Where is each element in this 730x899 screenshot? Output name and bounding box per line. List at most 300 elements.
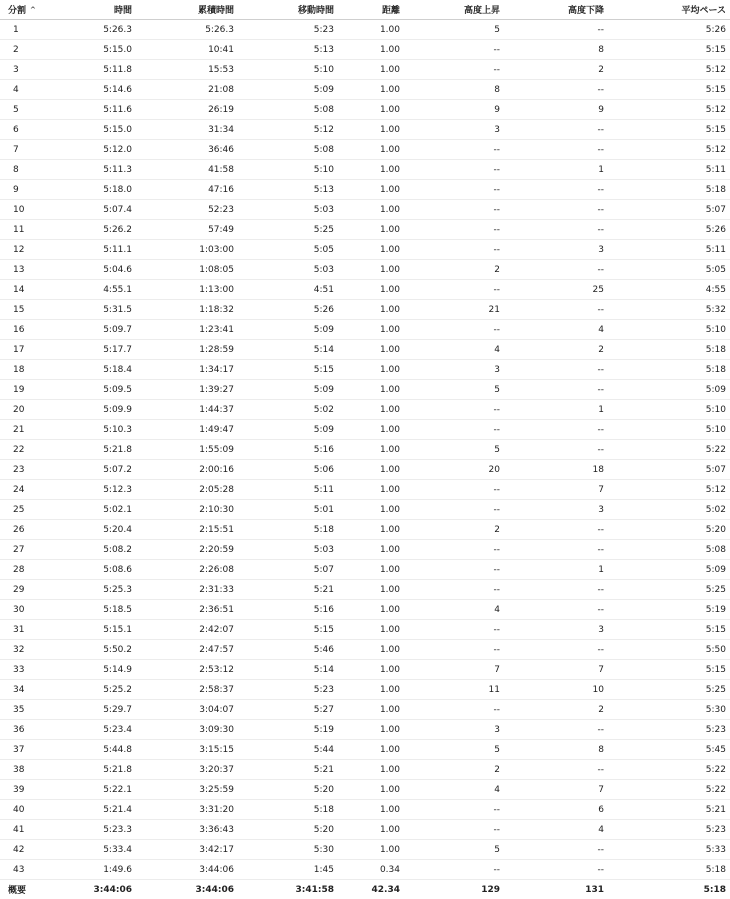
distance: 1.00: [338, 560, 404, 580]
elevation-gain: --: [404, 820, 504, 840]
split-time: 5:23.4: [46, 720, 136, 740]
elevation-loss: 1: [504, 160, 608, 180]
table-row[interactable]: [0, 80, 730, 100]
table-row[interactable]: [0, 220, 730, 240]
avg-pace: 5:23: [608, 720, 730, 740]
splits-body: [0, 20, 730, 880]
split-number: 34: [0, 680, 46, 700]
cumulative-time: 2:10:30: [136, 500, 238, 520]
split-time: 5:12.0: [46, 140, 136, 160]
distance: 1.00: [338, 540, 404, 560]
cumulative-time: 31:34: [136, 120, 238, 140]
split-number: 41: [0, 820, 46, 840]
elevation-gain: 4: [404, 340, 504, 360]
distance: 1.00: [338, 40, 404, 60]
elevation-loss: --: [504, 180, 608, 200]
cumulative-time: 1:13:00: [136, 280, 238, 300]
split-number: 28: [0, 560, 46, 580]
elevation-loss: --: [504, 580, 608, 600]
col-header-avg-pace[interactable]: 平均ペース: [608, 0, 730, 20]
elevation-loss: 1: [504, 560, 608, 580]
avg-pace: 5:10: [608, 420, 730, 440]
table-row[interactable]: [0, 640, 730, 660]
elevation-loss: 7: [504, 480, 608, 500]
table-row[interactable]: [0, 860, 730, 880]
elevation-loss: --: [504, 380, 608, 400]
table-row[interactable]: [0, 100, 730, 120]
split-number: 31: [0, 620, 46, 640]
avg-pace: 5:09: [608, 380, 730, 400]
elevation-gain: --: [404, 580, 504, 600]
moving-time: 5:08: [238, 140, 338, 160]
elevation-gain: 7: [404, 660, 504, 680]
elevation-loss: 4: [504, 820, 608, 840]
split-number: 9: [0, 180, 46, 200]
split-time: 4:55.1: [46, 280, 136, 300]
elevation-gain: 3: [404, 120, 504, 140]
table-row[interactable]: [0, 740, 730, 760]
cumulative-time: 2:53:12: [136, 660, 238, 680]
distance: 1.00: [338, 440, 404, 460]
moving-time: 5:05: [238, 240, 338, 260]
elevation-loss: 2: [504, 60, 608, 80]
split-number: 23: [0, 460, 46, 480]
table-row[interactable]: [0, 460, 730, 480]
moving-time: 5:12: [238, 120, 338, 140]
table-row[interactable]: [0, 20, 730, 40]
split-number: 6: [0, 120, 46, 140]
moving-time: 5:23: [238, 20, 338, 40]
distance: 1.00: [338, 300, 404, 320]
moving-time: 1:45: [238, 860, 338, 880]
elevation-gain: 5: [404, 740, 504, 760]
avg-pace: 5:22: [608, 440, 730, 460]
split-time: 5:33.4: [46, 840, 136, 860]
elevation-loss: 10: [504, 680, 608, 700]
moving-time: 5:44: [238, 740, 338, 760]
moving-time: 5:25: [238, 220, 338, 240]
moving-time: 5:14: [238, 660, 338, 680]
split-time: 5:15.1: [46, 620, 136, 640]
cumulative-time: 2:00:16: [136, 460, 238, 480]
col-header-moving-time[interactable]: 移動時間: [238, 0, 338, 20]
split-number: 38: [0, 760, 46, 780]
table-row[interactable]: [0, 360, 730, 380]
elevation-loss: 8: [504, 40, 608, 60]
split-time: 5:12.3: [46, 480, 136, 500]
table-header-row: [0, 0, 730, 20]
split-number: 26: [0, 520, 46, 540]
moving-time: 5:14: [238, 340, 338, 360]
distance: 1.00: [338, 340, 404, 360]
table-row[interactable]: [0, 680, 730, 700]
elevation-gain: --: [404, 140, 504, 160]
elevation-gain: 21: [404, 300, 504, 320]
distance: 1.00: [338, 840, 404, 860]
split-number: 37: [0, 740, 46, 760]
sort-ascending-icon[interactable]: ^: [30, 6, 36, 14]
split-number: 22: [0, 440, 46, 460]
cumulative-time: 3:09:30: [136, 720, 238, 740]
distance: 1.00: [338, 780, 404, 800]
avg-pace: 5:12: [608, 480, 730, 500]
distance: 1.00: [338, 760, 404, 780]
avg-pace: 5:15: [608, 40, 730, 60]
elevation-gain: 3: [404, 360, 504, 380]
elevation-loss: 25: [504, 280, 608, 300]
distance: 1.00: [338, 260, 404, 280]
cumulative-time: 2:31:33: [136, 580, 238, 600]
avg-pace: 5:18: [608, 860, 730, 880]
elevation-loss: 4: [504, 320, 608, 340]
col-header-elevation-loss[interactable]: 高度下降: [504, 0, 608, 20]
avg-pace: 5:10: [608, 320, 730, 340]
moving-time: 5:02: [238, 400, 338, 420]
moving-time: 5:30: [238, 840, 338, 860]
elevation-loss: --: [504, 720, 608, 740]
elevation-loss: --: [504, 640, 608, 660]
cumulative-time: 36:46: [136, 140, 238, 160]
split-number: 27: [0, 540, 46, 560]
elevation-gain: 5: [404, 440, 504, 460]
avg-pace: 5:23: [608, 820, 730, 840]
split-number: 36: [0, 720, 46, 740]
moving-time: 5:13: [238, 40, 338, 60]
moving-time: 5:18: [238, 800, 338, 820]
avg-pace: 5:30: [608, 700, 730, 720]
moving-time: 5:10: [238, 160, 338, 180]
split-time: 5:02.1: [46, 500, 136, 520]
distance: 1.00: [338, 20, 404, 40]
distance: 1.00: [338, 420, 404, 440]
avg-pace: 5:18: [608, 340, 730, 360]
elevation-gain: --: [404, 400, 504, 420]
cumulative-time: 3:25:59: [136, 780, 238, 800]
distance: 1.00: [338, 100, 404, 120]
split-number: 15: [0, 300, 46, 320]
elevation-gain: --: [404, 860, 504, 880]
elevation-loss: --: [504, 300, 608, 320]
table-row[interactable]: [0, 260, 730, 280]
split-number: 8: [0, 160, 46, 180]
cumulative-time: 1:34:17: [136, 360, 238, 380]
table-row[interactable]: [0, 600, 730, 620]
elevation-loss: --: [504, 120, 608, 140]
cumulative-time: 52:23: [136, 200, 238, 220]
table-row[interactable]: [0, 160, 730, 180]
table-row[interactable]: [0, 480, 730, 500]
table-row[interactable]: [0, 120, 730, 140]
split-number: 43: [0, 860, 46, 880]
elevation-gain: 3: [404, 720, 504, 740]
split-time: 5:26.3: [46, 20, 136, 40]
col-header-time[interactable]: 時間: [46, 0, 136, 20]
table-row[interactable]: [0, 320, 730, 340]
summary-label: 概要: [0, 880, 46, 899]
table-row[interactable]: [0, 560, 730, 580]
table-row[interactable]: [0, 400, 730, 420]
split-time: 5:14.9: [46, 660, 136, 680]
split-time: 5:07.2: [46, 460, 136, 480]
split-number: 4: [0, 80, 46, 100]
table-row[interactable]: [0, 760, 730, 780]
elevation-loss: 2: [504, 700, 608, 720]
cumulative-time: 3:20:37: [136, 760, 238, 780]
elevation-loss: 7: [504, 780, 608, 800]
elevation-loss: --: [504, 440, 608, 460]
split-number: 13: [0, 260, 46, 280]
table-row[interactable]: [0, 700, 730, 720]
split-time: 5:25.2: [46, 680, 136, 700]
elevation-gain: --: [404, 60, 504, 80]
elevation-loss: --: [504, 520, 608, 540]
elevation-gain: --: [404, 180, 504, 200]
table-row[interactable]: [0, 420, 730, 440]
avg-pace: 5:18: [608, 360, 730, 380]
distance: 1.00: [338, 360, 404, 380]
elevation-loss: --: [504, 420, 608, 440]
split-time: 5:18.5: [46, 600, 136, 620]
distance: 1.00: [338, 60, 404, 80]
avg-pace: 5:18: [608, 180, 730, 200]
summary-elevation-loss: 131: [504, 880, 608, 899]
split-time: 5:09.7: [46, 320, 136, 340]
split-number: 24: [0, 480, 46, 500]
cumulative-time: 21:08: [136, 80, 238, 100]
elevation-gain: 20: [404, 460, 504, 480]
cumulative-time: 47:16: [136, 180, 238, 200]
split-time: 5:08.2: [46, 540, 136, 560]
table-row[interactable]: [0, 380, 730, 400]
cumulative-time: 1:18:32: [136, 300, 238, 320]
table-row[interactable]: [0, 280, 730, 300]
elevation-gain: 9: [404, 100, 504, 120]
avg-pace: 5:25: [608, 580, 730, 600]
moving-time: 5:21: [238, 760, 338, 780]
col-header-elevation-gain[interactable]: 高度上昇: [404, 0, 504, 20]
table-row[interactable]: [0, 140, 730, 160]
table-row[interactable]: [0, 40, 730, 60]
table-row[interactable]: [0, 340, 730, 360]
table-row[interactable]: [0, 520, 730, 540]
cumulative-time: 2:36:51: [136, 600, 238, 620]
distance: 1.00: [338, 700, 404, 720]
split-time: 5:29.7: [46, 700, 136, 720]
distance: 1.00: [338, 500, 404, 520]
split-time: 5:11.6: [46, 100, 136, 120]
avg-pace: 5:15: [608, 120, 730, 140]
cumulative-time: 1:03:00: [136, 240, 238, 260]
moving-time: 5:23: [238, 680, 338, 700]
split-time: 5:09.9: [46, 400, 136, 420]
distance: 1.00: [338, 120, 404, 140]
summary-time: 3:44:06: [46, 880, 136, 899]
split-time: 5:15.0: [46, 120, 136, 140]
split-number: 42: [0, 840, 46, 860]
elevation-loss: --: [504, 860, 608, 880]
elevation-loss: --: [504, 360, 608, 380]
distance: 1.00: [338, 600, 404, 620]
avg-pace: 5:05: [608, 260, 730, 280]
distance: 1.00: [338, 720, 404, 740]
distance: 0.34: [338, 860, 404, 880]
distance: 1.00: [338, 740, 404, 760]
cumulative-time: 1:39:27: [136, 380, 238, 400]
table-row[interactable]: [0, 500, 730, 520]
distance: 1.00: [338, 520, 404, 540]
cumulative-time: 3:36:43: [136, 820, 238, 840]
moving-time: 5:09: [238, 320, 338, 340]
avg-pace: 5:09: [608, 560, 730, 580]
table-row[interactable]: [0, 240, 730, 260]
moving-time: 5:46: [238, 640, 338, 660]
table-row[interactable]: [0, 60, 730, 80]
col-header-distance[interactable]: 距離: [338, 0, 404, 20]
distance: 1.00: [338, 800, 404, 820]
distance: 1.00: [338, 320, 404, 340]
distance: 1.00: [338, 80, 404, 100]
col-header-cumulative-time[interactable]: 累積時間: [136, 0, 238, 20]
distance: 1.00: [338, 240, 404, 260]
table-row[interactable]: [0, 300, 730, 320]
moving-time: 5:08: [238, 100, 338, 120]
table-row[interactable]: [0, 620, 730, 640]
split-time: 5:23.3: [46, 820, 136, 840]
elevation-gain: 2: [404, 760, 504, 780]
distance: 1.00: [338, 460, 404, 480]
table-row[interactable]: [0, 720, 730, 740]
split-time: 5:11.1: [46, 240, 136, 260]
split-number: 16: [0, 320, 46, 340]
cumulative-time: 3:04:07: [136, 700, 238, 720]
elevation-loss: --: [504, 20, 608, 40]
elevation-gain: 4: [404, 780, 504, 800]
split-time: 5:50.2: [46, 640, 136, 660]
moving-time: 5:15: [238, 360, 338, 380]
distance: 1.00: [338, 660, 404, 680]
split-time: 5:08.6: [46, 560, 136, 580]
split-time: 5:21.8: [46, 760, 136, 780]
moving-time: 5:10: [238, 60, 338, 80]
moving-time: 5:20: [238, 820, 338, 840]
split-number: 7: [0, 140, 46, 160]
avg-pace: 5:11: [608, 240, 730, 260]
split-number: 2: [0, 40, 46, 60]
moving-time: 5:03: [238, 200, 338, 220]
elevation-gain: 2: [404, 260, 504, 280]
elevation-gain: --: [404, 420, 504, 440]
split-number: 12: [0, 240, 46, 260]
elevation-loss: 1: [504, 400, 608, 420]
table-row[interactable]: [0, 800, 730, 820]
elevation-loss: 8: [504, 740, 608, 760]
moving-time: 5:03: [238, 260, 338, 280]
cumulative-time: 3:15:15: [136, 740, 238, 760]
avg-pace: 5:32: [608, 300, 730, 320]
elevation-loss: 7: [504, 660, 608, 680]
cumulative-time: 2:26:08: [136, 560, 238, 580]
elevation-gain: 4: [404, 600, 504, 620]
elevation-loss: --: [504, 840, 608, 860]
elevation-loss: 2: [504, 340, 608, 360]
moving-time: 5:27: [238, 700, 338, 720]
table-row[interactable]: [0, 660, 730, 680]
elevation-gain: --: [404, 220, 504, 240]
distance: 1.00: [338, 160, 404, 180]
cumulative-time: 1:44:37: [136, 400, 238, 420]
avg-pace: 5:26: [608, 220, 730, 240]
cumulative-time: 1:28:59: [136, 340, 238, 360]
distance: 1.00: [338, 400, 404, 420]
distance: 1.00: [338, 380, 404, 400]
moving-time: 5:21: [238, 580, 338, 600]
table-row[interactable]: [0, 200, 730, 220]
elevation-gain: --: [404, 640, 504, 660]
cumulative-time: 2:05:28: [136, 480, 238, 500]
table-row[interactable]: [0, 780, 730, 800]
avg-pace: 5:50: [608, 640, 730, 660]
avg-pace: 5:07: [608, 460, 730, 480]
cumulative-time: 1:08:05: [136, 260, 238, 280]
distance: 1.00: [338, 620, 404, 640]
summary-moving-time: 3:41:58: [238, 880, 338, 899]
moving-time: 5:09: [238, 380, 338, 400]
cumulative-time: 3:42:17: [136, 840, 238, 860]
split-number: 33: [0, 660, 46, 680]
col-header-split[interactable]: 分割 ^: [0, 0, 46, 20]
split-time: 5:04.6: [46, 260, 136, 280]
moving-time: 5:01: [238, 500, 338, 520]
table-row[interactable]: [0, 840, 730, 860]
table-row[interactable]: [0, 180, 730, 200]
moving-time: 5:07: [238, 560, 338, 580]
cumulative-time: 10:41: [136, 40, 238, 60]
elevation-gain: --: [404, 700, 504, 720]
split-time: 5:31.5: [46, 300, 136, 320]
distance: 1.00: [338, 280, 404, 300]
split-number: 35: [0, 700, 46, 720]
table-row[interactable]: [0, 440, 730, 460]
elevation-gain: --: [404, 560, 504, 580]
moving-time: 5:03: [238, 540, 338, 560]
split-time: 5:11.8: [46, 60, 136, 80]
elevation-loss: --: [504, 760, 608, 780]
cumulative-time: 15:53: [136, 60, 238, 80]
summary-avg-pace: 5:18: [608, 880, 730, 899]
avg-pace: 5:45: [608, 740, 730, 760]
elevation-loss: 3: [504, 500, 608, 520]
moving-time: 5:16: [238, 600, 338, 620]
distance: 1.00: [338, 680, 404, 700]
moving-time: 5:19: [238, 720, 338, 740]
split-time: 5:18.0: [46, 180, 136, 200]
split-time: 5:09.5: [46, 380, 136, 400]
summary-distance: 42.34: [338, 880, 404, 899]
table-row[interactable]: [0, 820, 730, 840]
split-number: 30: [0, 600, 46, 620]
table-row[interactable]: [0, 540, 730, 560]
avg-pace: 5:12: [608, 60, 730, 80]
split-number: 29: [0, 580, 46, 600]
elevation-loss: 3: [504, 620, 608, 640]
avg-pace: 5:15: [608, 620, 730, 640]
split-time: 5:20.4: [46, 520, 136, 540]
elevation-loss: --: [504, 600, 608, 620]
table-row[interactable]: [0, 580, 730, 600]
split-number: 20: [0, 400, 46, 420]
summary-row: [0, 880, 730, 899]
cumulative-time: 3:31:20: [136, 800, 238, 820]
